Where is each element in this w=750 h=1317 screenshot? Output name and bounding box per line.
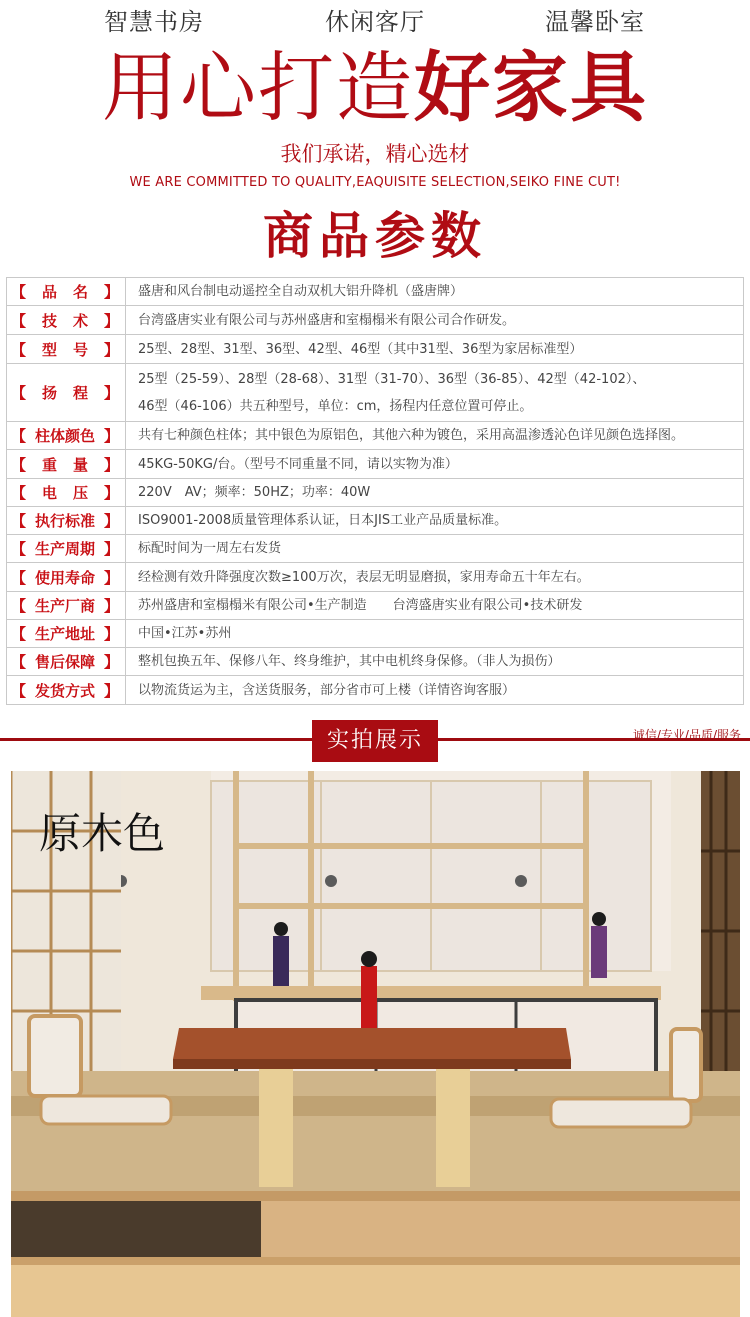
spec-row (7, 306, 744, 335)
spec-label (7, 278, 126, 306)
bracket-close: 】 (103, 384, 119, 402)
label-text: 生产地址 (34, 625, 95, 643)
label-char: 量 (72, 455, 88, 474)
bracket-close: 】 (103, 311, 119, 330)
promise-en: WE ARE COMMITTED TO QUALITY,EAQUISITE SELECTION,SEIKO FINE CUT! (129, 175, 621, 190)
label-char: 压 (72, 484, 88, 502)
spec-row (7, 535, 744, 563)
label-char: 术 (72, 311, 88, 330)
spec-row (7, 507, 744, 535)
nav-item-bedroom[interactable]: 温馨卧室 (545, 8, 645, 36)
headline-bold: 好家具 (414, 43, 648, 132)
bracket-open: 【 (11, 597, 27, 615)
spec-value: 苏州盛唐和室榻榻米有限公司•生产制造 台湾盛唐实业有限公司•技术研发 (126, 592, 744, 620)
spec-label (7, 620, 126, 648)
spec-row (7, 479, 744, 507)
bracket-close: 】 (103, 653, 119, 671)
spec-value-line: 25型（25-59）、28型（28-68）、31型（31-70）、36型（36-85）、42型（42-102）、 (138, 371, 646, 387)
spec-label (7, 507, 126, 535)
spec-row (7, 450, 744, 479)
bracket-open: 【 (11, 512, 27, 530)
spec-value: 整机包换五年、保修八年、终身维护，其中电机终身保修。（非人为损伤） (126, 648, 744, 676)
bracket-open: 【 (11, 653, 27, 671)
spec-value: 中国•江苏•苏州 (126, 620, 744, 648)
spec-label (7, 676, 126, 705)
label-text: 生产周期 (34, 540, 95, 558)
spec-label (7, 335, 126, 364)
spec-row (7, 620, 744, 648)
spec-row (7, 676, 744, 705)
bracket-close: 】 (103, 427, 119, 445)
bracket-close: 】 (103, 597, 119, 615)
bracket-close: 】 (103, 512, 119, 530)
spec-value: 经检测有效升降强度次数≥100万次，表层无明显磨损，家用寿命五十年左右。 (126, 563, 744, 592)
spec-value: 220V AV；频率：50HZ；功率：40W (126, 479, 744, 507)
spec-value: 标配时间为一周左右发货 (126, 535, 744, 563)
label-text: 执行标准 (34, 512, 95, 530)
label-text: 发货方式 (34, 681, 95, 700)
section-title: 实拍展示 (312, 720, 438, 762)
color-label: 原木色 (39, 809, 166, 858)
section-bar (0, 720, 750, 762)
spec-label (7, 563, 126, 592)
product-photo (11, 771, 740, 1317)
headline (0, 42, 750, 134)
label-char: 品 (41, 283, 57, 301)
spec-row (7, 422, 744, 450)
spec-row (7, 335, 744, 364)
spec-value (126, 364, 744, 422)
spec-label (7, 450, 126, 479)
bracket-close: 】 (103, 340, 119, 359)
spec-row (7, 592, 744, 620)
label-char: 重 (41, 455, 57, 474)
spec-label (7, 648, 126, 676)
section-slogan: 诚信/专业/品质/服务 (632, 728, 741, 742)
spec-value: 以物流货运为主，含送货服务，部分省市可上楼（详情咨询客服） (126, 676, 744, 705)
headline-light: 用心打造 (102, 43, 414, 132)
bracket-open: 【 (11, 681, 27, 700)
label-char: 技 (41, 311, 57, 330)
bracket-open: 【 (11, 540, 27, 558)
spec-row (7, 278, 744, 306)
spec-value: 45KG-50KG/台。（型号不同重量不同，请以实物为准） (126, 450, 744, 479)
spec-label (7, 479, 126, 507)
promise-cn: 我们承诺，精心选材 (280, 142, 470, 166)
bracket-close: 】 (103, 568, 119, 587)
bracket-open: 【 (11, 340, 27, 359)
spec-label (7, 535, 126, 563)
bracket-close: 】 (103, 484, 119, 502)
bracket-close: 】 (103, 681, 119, 700)
label-char: 扬 (41, 384, 57, 402)
spec-value: 台湾盛唐实业有限公司与苏州盛唐和室榻榻米有限公司合作研发。 (126, 306, 744, 335)
label-char: 名 (72, 283, 88, 301)
bracket-open: 【 (11, 427, 27, 445)
spec-value-line: 46型（46-106）共五种型号，单位：cm，扬程内任意位置可停止。 (138, 398, 533, 414)
spec-value: ISO9001-2008质量管理体系认证，日本JIS工业产品质量标准。 (126, 507, 744, 535)
label-text: 售后保障 (34, 653, 95, 671)
params-title: 商品参数 (263, 207, 487, 265)
spec-value: 共有七种颜色柱体；其中银色为原铝色，其他六种为镀色，采用高温渗透沁色详见颜色选择图。 (126, 422, 744, 450)
bracket-open: 【 (11, 455, 27, 474)
bracket-close: 】 (103, 283, 119, 301)
bracket-close: 】 (103, 540, 119, 558)
label-char: 型 (41, 340, 57, 359)
bracket-open: 【 (11, 625, 27, 643)
spec-table (6, 277, 744, 705)
label-text: 使用寿命 (34, 568, 95, 587)
label-char: 电 (41, 484, 57, 502)
top-nav (0, 0, 750, 40)
bracket-close: 】 (103, 455, 119, 474)
spec-row (7, 563, 744, 592)
bracket-open: 【 (11, 568, 27, 587)
bracket-open: 【 (11, 484, 27, 502)
bracket-close: 】 (103, 625, 119, 643)
spec-label (7, 592, 126, 620)
spec-row (7, 648, 744, 676)
spec-row (7, 364, 744, 422)
spec-value: 25型、28型、31型、36型、42型、46型（其中31型、36型为家居标准型） (126, 335, 744, 364)
nav-item-living-room[interactable]: 休闲客厅 (325, 8, 425, 36)
bracket-open: 【 (11, 311, 27, 330)
spec-label (7, 422, 126, 450)
label-text: 生产厂商 (34, 597, 95, 615)
bracket-open: 【 (11, 283, 27, 301)
spec-label (7, 364, 126, 422)
label-char: 程 (72, 384, 88, 402)
spec-label (7, 306, 126, 335)
spec-value: 盛唐和风台制电动遥控全自动双机大铝升降机（盛唐牌） (126, 278, 744, 306)
bracket-open: 【 (11, 384, 27, 402)
label-char: 号 (72, 340, 88, 359)
label-text: 柱体颜色 (34, 427, 95, 445)
nav-item-study[interactable]: 智慧书房 (104, 8, 204, 36)
